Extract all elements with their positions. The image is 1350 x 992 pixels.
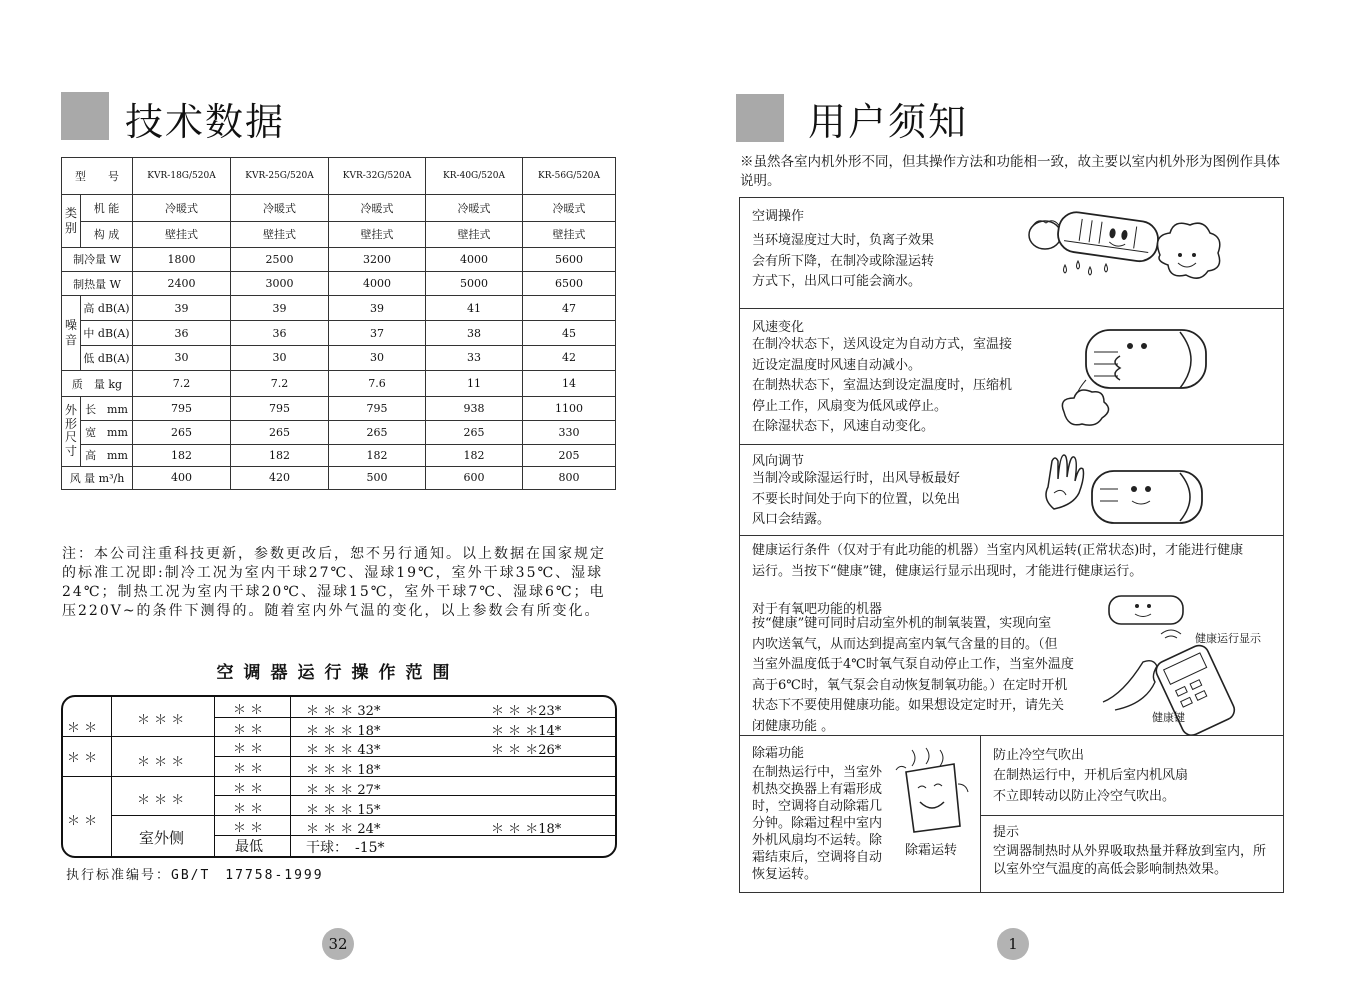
table-cell: 11	[426, 370, 523, 396]
range-cell: ＊ ＊	[233, 723, 264, 738]
table-row	[62, 444, 616, 466]
section-title: 除霜功能	[752, 746, 805, 761]
range-cell: ＊ ＊	[233, 762, 264, 777]
divider	[214, 795, 615, 796]
table-row	[62, 321, 616, 345]
table-row	[62, 345, 616, 370]
table-row	[62, 247, 616, 271]
section-text: 按“健康”键可同时启动室外机的制氧装置，实现向室 内吹送氧气，从而达到提高室内氧气含量的目的。（但 当室外温度低于4℃时氧气泵自动停止工作，当室外温度 高于6℃时，氧气泵会自动恢复制氧功能。）在定时开机 状态下不要使用健康功能。如果想设定定时开，请先关 闭健康功能 。	[752, 616, 1074, 734]
table-cell: 795	[329, 397, 426, 421]
table-cell: 938	[426, 397, 523, 421]
page-number-right: 1	[997, 928, 1029, 960]
row-label: 制热量 W	[62, 272, 133, 296]
table-cell: 30	[329, 345, 426, 370]
row-label: 高 mm	[81, 444, 133, 466]
range-cell: ＊ ＊	[233, 782, 264, 797]
table-cell: 36	[133, 321, 231, 345]
section-text: 在制热运行中，当室外 机热交换器上有霜形成 时，空调将自动除霜几 分钟。除霜过程中室内 外机风扇均不运转。除 霜结束后，空调将自动 恢复运转。	[752, 765, 883, 882]
table-cell: 420	[231, 466, 329, 489]
range-title: 空调器运行操作范围	[216, 663, 460, 683]
table-cell: 39	[231, 296, 329, 321]
table-row	[62, 397, 616, 421]
table-cell: 265	[133, 421, 231, 444]
table-header-row	[62, 158, 616, 195]
left-title-block	[61, 92, 109, 140]
right-title-block	[736, 94, 784, 142]
table-cell: 795	[133, 397, 231, 421]
row-label: 宽 mm	[81, 421, 133, 444]
table-cell: 800	[523, 466, 616, 489]
table-cell: 38	[426, 321, 523, 345]
range-cell: ＊ ＊	[67, 814, 98, 829]
table-cell: 33	[426, 345, 523, 370]
defrost-caption: 除霜运转	[905, 843, 958, 858]
table-cell: 5000	[426, 272, 523, 296]
table-cell: 36	[231, 321, 329, 345]
section-title: 提示	[993, 825, 1020, 840]
group-zaoyin: 噪音	[62, 296, 81, 371]
range-cell: ＊ ＊	[233, 742, 264, 757]
table-cell: 4000	[329, 272, 426, 296]
range-cell: ＊ ＊	[67, 751, 98, 766]
table-cell: 265	[426, 421, 523, 444]
table-cell: 39	[133, 296, 231, 321]
model-cell: KR-40G/520A	[426, 158, 523, 195]
blowing-unit-illustration	[1058, 320, 1228, 430]
table-row	[62, 370, 616, 396]
table-cell: 795	[231, 397, 329, 421]
range-cell: ＊ ＊ ＊23*	[491, 704, 562, 719]
range-cell: 干球： -15*	[306, 840, 385, 856]
table-cell: 7.2	[231, 370, 329, 396]
section-title: 防止冷空气吹出	[993, 748, 1085, 763]
table-cell: 壁挂式	[329, 221, 426, 247]
table-row	[62, 421, 616, 444]
table-cell: 400	[133, 466, 231, 489]
range-cell: 最低	[235, 839, 263, 855]
table-cell: 3000	[231, 272, 329, 296]
table-cell: 265	[231, 421, 329, 444]
section-title: 对于有氧吧功能的机器	[752, 602, 883, 617]
row-label: 风 量 m³/h	[62, 466, 133, 489]
table-cell: 600	[426, 466, 523, 489]
table-cell: 182	[133, 444, 231, 466]
section-text: 空调器制热时从外界吸取热量并释放到室内，所 以室外空气温度的高低会影响制热效果。	[993, 844, 1267, 877]
range-cell: ＊ ＊ ＊ 24*	[306, 822, 381, 837]
table-cell: 7.6	[329, 370, 426, 396]
spec-table	[61, 157, 616, 490]
table-cell: 壁挂式	[523, 221, 616, 247]
range-cell: ＊ ＊	[67, 721, 98, 736]
table-cell: 39	[329, 296, 426, 321]
table-cell: 3200	[329, 247, 426, 271]
range-cell: ＊ ＊ ＊18*	[491, 822, 562, 837]
table-cell: 冷暖式	[426, 195, 523, 221]
left-page-title: 技术数据	[125, 100, 286, 144]
range-cell: ＊ ＊ ＊ 43*	[306, 743, 381, 758]
table-cell: 45	[523, 321, 616, 345]
range-cell: ＊ ＊	[233, 703, 264, 718]
range-cell: ＊ ＊ ＊ 15*	[306, 803, 381, 818]
table-cell: 壁挂式	[426, 221, 523, 247]
table-cell: 2400	[133, 272, 231, 296]
health-display-label: 健康运行显示	[1195, 632, 1261, 645]
table-row	[62, 221, 616, 247]
table-cell: 冷暖式	[231, 195, 329, 221]
health-key-label: 健康键	[1152, 711, 1185, 724]
row-label: 机 能	[81, 195, 133, 221]
table-row	[62, 296, 616, 321]
table-cell: 冷暖式	[329, 195, 426, 221]
row-label: 高 dB(A)	[81, 296, 133, 321]
range-cell: ＊ ＊ ＊ 32*	[306, 704, 381, 719]
dripping-unit-illustration	[1020, 207, 1280, 287]
table-cell: 182	[329, 444, 426, 466]
pointing-unit-illustration	[1040, 449, 1210, 529]
section-text: 在制热运行中，开机后室内机风扇 不立即转动以防止冷空气吹出。	[993, 768, 1189, 804]
range-cell: ＊ ＊ ＊ 18*	[306, 724, 381, 739]
section-text: 在制冷状态下，送风设定为自动方式，室温接 近设定温度时风速自动减小。 在制热状态下，室温达到设定温度时，压缩机 停止工作，风扇变为低风或停止。 在除湿状态下，风速自动变化。	[752, 337, 1013, 434]
table-row	[62, 272, 616, 296]
operating-range-table	[61, 695, 617, 858]
table-cell: 37	[329, 321, 426, 345]
table-cell: 4000	[426, 247, 523, 271]
model-cell: KVR-32G/520A	[329, 158, 426, 195]
note-paragraph: 注：本公司注重科技更新，参数更改后，恕不另行通知。以上数据在国家规定的标准工况即:制冷工况为室内干球27℃、湿球19℃，室外干球35℃、湿球24℃；制热工况为室内干球20℃、湿球15℃，室外干球7℃、湿球6℃；电压220V~的条件下测得的。随着室内外气温的变化，以上参数会有所变化。	[62, 546, 606, 619]
table-cell: 1100	[523, 397, 616, 421]
health-condition-text: 健康运行条件（仅对于有此功能的机器）当室内风机运转(正常状态)时，才能进行健康 运行。当按下“健康”键，健康运行显示出现时，才能进行健康运行。	[752, 543, 1244, 579]
range-cell: ＊ ＊	[233, 821, 264, 836]
range-cell: ＊ ＊ ＊	[137, 793, 185, 808]
table-cell: 47	[523, 296, 616, 321]
section-title: 空调操作	[752, 209, 805, 224]
intro-text: ※虽然各室内机外形不同，但其操作方法和功能相一致，故主要以室内机外形为图例作具体说明。	[740, 154, 1280, 189]
defrost-unit-illustration	[892, 744, 972, 834]
row-label: 低 dB(A)	[81, 345, 133, 370]
header-label: 型 号	[62, 158, 133, 195]
table-cell: 205	[523, 444, 616, 466]
section-title: 风向调节	[752, 454, 805, 469]
table-cell: 1800	[133, 247, 231, 271]
right-page-title: 用户须知	[808, 100, 969, 144]
table-cell: 182	[426, 444, 523, 466]
table-row	[62, 466, 616, 489]
table-cell: 500	[329, 466, 426, 489]
remote-control-illustration	[1095, 590, 1270, 720]
page-number-left: 32	[322, 928, 354, 960]
table-cell: 冷暖式	[523, 195, 616, 221]
row-label: 制冷量 W	[62, 247, 133, 271]
table-cell: 5600	[523, 247, 616, 271]
row-label: 质 量 kg	[62, 370, 133, 396]
group-waixing: 外形尺寸	[62, 397, 81, 467]
range-cell: 室外侧	[139, 829, 185, 847]
table-cell: 265	[329, 421, 426, 444]
model-cell: KR-56G/520A	[523, 158, 616, 195]
table-row	[62, 195, 616, 221]
table-cell: 14	[523, 370, 616, 396]
table-cell: 30	[133, 345, 231, 370]
range-cell: ＊ ＊ ＊14*	[491, 724, 562, 739]
table-cell: 6500	[523, 272, 616, 296]
range-cell: ＊ ＊ ＊	[137, 755, 185, 770]
group-leibie: 类别	[62, 195, 81, 247]
range-cell: ＊ ＊ ＊26*	[491, 743, 562, 758]
row-label: 长 mm	[81, 397, 133, 421]
standard-number: 执行标准编号：GB/T 17758-1999	[66, 868, 324, 883]
table-cell: 壁挂式	[133, 221, 231, 247]
range-cell: ＊ ＊ ＊ 27*	[306, 783, 381, 798]
table-cell: 冷暖式	[133, 195, 231, 221]
section-text: 当制冷或除湿运行时，出风导板最好 不要长时间处于向下的位置，以免出 风口会结露。	[752, 471, 961, 527]
range-cell: ＊ ＊ ＊	[137, 713, 185, 728]
model-cell: KVR-25G/520A	[231, 158, 329, 195]
table-cell: 330	[523, 421, 616, 444]
table-cell: 2500	[231, 247, 329, 271]
section-text: 当环境湿度过大时，负离子效果 会有所下降，在制冷或除湿运转 方式下，出风口可能会滴水。	[752, 233, 935, 289]
table-cell: 30	[231, 345, 329, 370]
section-title: 风速变化	[752, 320, 805, 335]
table-cell: 7.2	[133, 370, 231, 396]
row-label: 构 成	[81, 221, 133, 247]
table-cell: 42	[523, 345, 616, 370]
range-cell: ＊ ＊	[233, 802, 264, 817]
row-label: 中 dB(A)	[81, 321, 133, 345]
model-cell: KVR-18G/520A	[133, 158, 231, 195]
table-cell: 壁挂式	[231, 221, 329, 247]
table-cell: 41	[426, 296, 523, 321]
range-cell: ＊ ＊ ＊ 18*	[306, 763, 381, 778]
table-cell: 182	[231, 444, 329, 466]
